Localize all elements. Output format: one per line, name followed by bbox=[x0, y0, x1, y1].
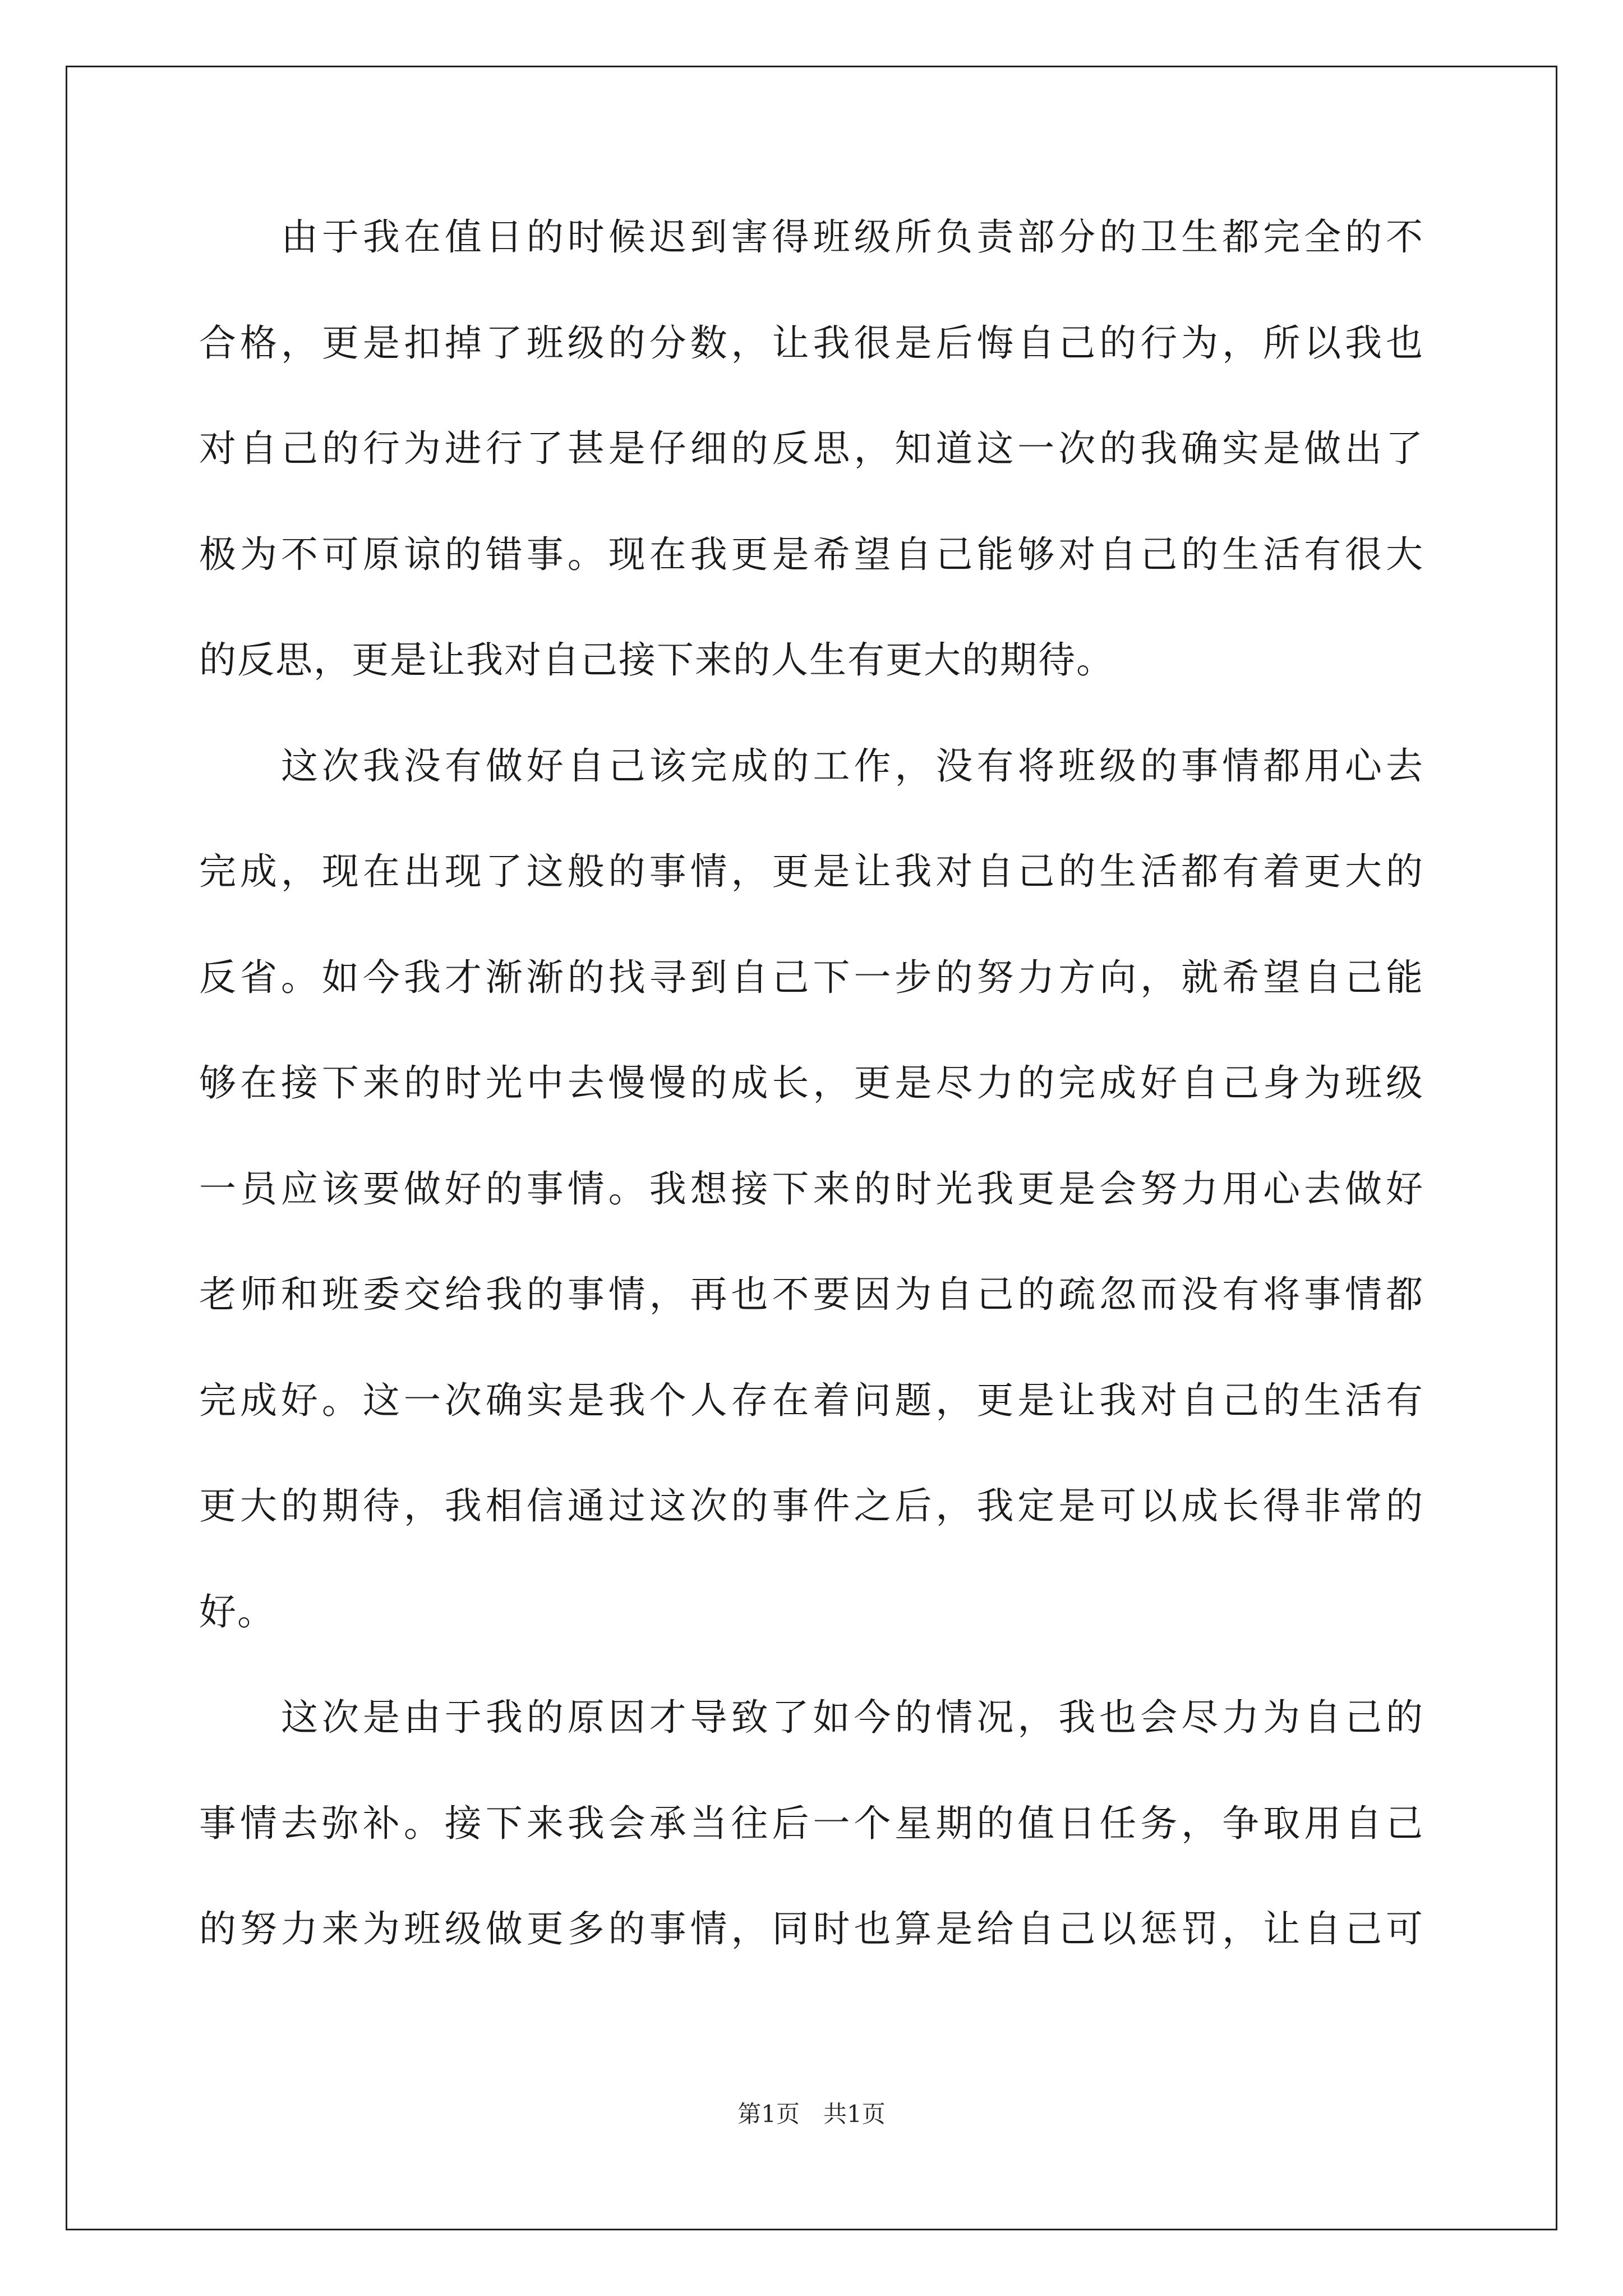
paragraph-3-line-3: 的努力来为班级做更多的事情，同时也算是给自己以惩罚，让自己可 bbox=[199, 1907, 1424, 1950]
paragraph-2-line-7: 完成好。这一次确实是我个人存在着问题，更是让我对自己的生活有 bbox=[199, 1378, 1424, 1422]
paragraph-2-line-6: 老师和班委交给我的事情，再也不要因为自己的疏忽而没有将事情都 bbox=[199, 1273, 1424, 1316]
paragraph-2-line-4: 够在接下来的时光中去慢慢的成长，更是尽力的完成好自己身为班级 bbox=[199, 1061, 1424, 1105]
page-number-footer: 第1页 共1页 bbox=[737, 2100, 886, 2128]
paragraph-2-line-5: 一员应该要做好的事情。我想接下来的时光我更是会努力用心去做好 bbox=[199, 1167, 1424, 1211]
paragraph-3-line-2: 事情去弥补。接下来我会承当往后一个星期的值日任务，争取用自己 bbox=[199, 1801, 1424, 1845]
paragraph-1-line-4: 极为不可原谅的错事。现在我更是希望自己能够对自己的生活有很大 bbox=[199, 532, 1424, 576]
paragraph-1-line-1: 由于我在值日的时候迟到害得班级所负责部分的卫生都完全的不 bbox=[281, 215, 1424, 259]
paragraph-2-line-3: 反省。如今我才渐渐的找寻到自己下一步的努力方向，就希望自己能 bbox=[199, 955, 1424, 999]
paragraph-2-line-1: 这次我没有做好自己该完成的工作，没有将班级的事情都用心去 bbox=[281, 744, 1424, 788]
paragraph-2-line-2: 完成，现在出现了这般的事情，更是让我对自己的生活都有着更大的 bbox=[199, 850, 1424, 893]
document-body bbox=[199, 215, 1424, 2017]
paragraph-1-line-5: 的反思，更是让我对自己接下来的人生有更大的期待。 bbox=[199, 638, 1114, 682]
paragraph-3-line-1: 这次是由于我的原因才导致了如今的情况，我也会尽力为自己的 bbox=[281, 1696, 1424, 1739]
paragraph-1-line-2: 合格，更是扣掉了班级的分数，让我很是后悔自己的行为，所以我也 bbox=[199, 321, 1424, 365]
paragraph-2-line-9: 好。 bbox=[199, 1590, 275, 1634]
paragraph-2-line-8: 更大的期待，我相信通过这次的事件之后，我定是可以成长得非常的 bbox=[199, 1484, 1424, 1527]
paragraph-1-line-3: 对自己的行为进行了甚是仔细的反思，知道这一次的我确实是做出了 bbox=[199, 427, 1424, 470]
